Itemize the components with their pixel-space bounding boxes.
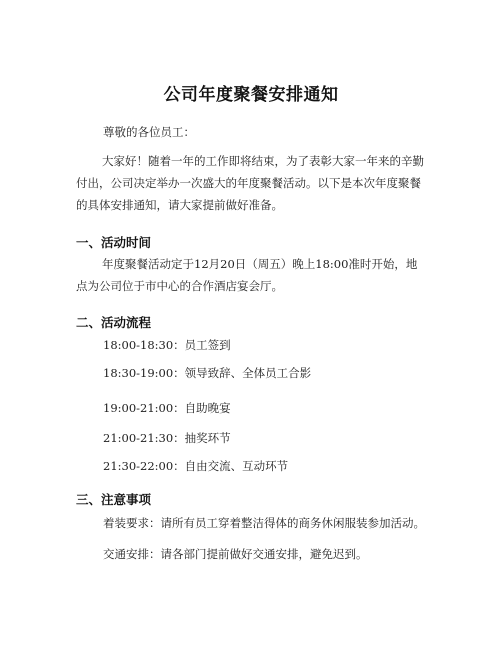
note-item: 交通安排：请各部门提前做好交通安排，避免迟到。 — [103, 547, 368, 561]
intro-paragraph: 大家好！随着一年的工作即将结束，为了表彰大家一年来的辛勤付出，公司决定举办一次盛大的年度聚餐活动。以下是本次年度聚餐的具体安排通知，请大家提前做好准备。 — [76, 154, 424, 212]
note-item: 着装要求：请所有员工穿着整洁得体的商务休闲服装参加活动。 — [103, 516, 425, 530]
greeting: 尊敬的各位员工： — [103, 125, 195, 139]
schedule-item: 21:00-21:30：抽奖环节 — [103, 431, 231, 445]
schedule-item: 18:00-18:30：员工签到 — [103, 338, 231, 352]
section-heading-time: 一、活动时间 — [76, 235, 152, 250]
document-title: 公司年度聚餐安排通知 — [163, 85, 339, 105]
schedule-item: 18:30-19:00：领导致辞、全体员工合影 — [103, 366, 312, 380]
section-heading-notes: 三、注意事项 — [76, 492, 152, 507]
time-paragraph: 年度聚餐活动定于12月20日（周五）晚上18:00准时开始，地点为公司位于市中心的合作酒店宴会厅。 — [76, 257, 418, 293]
section-heading-flow: 二、活动流程 — [76, 315, 152, 330]
schedule-item: 19:00-21:00：自助晚宴 — [103, 401, 231, 415]
schedule-item: 21:30-22:00：自由交流、互动环节 — [103, 459, 289, 473]
